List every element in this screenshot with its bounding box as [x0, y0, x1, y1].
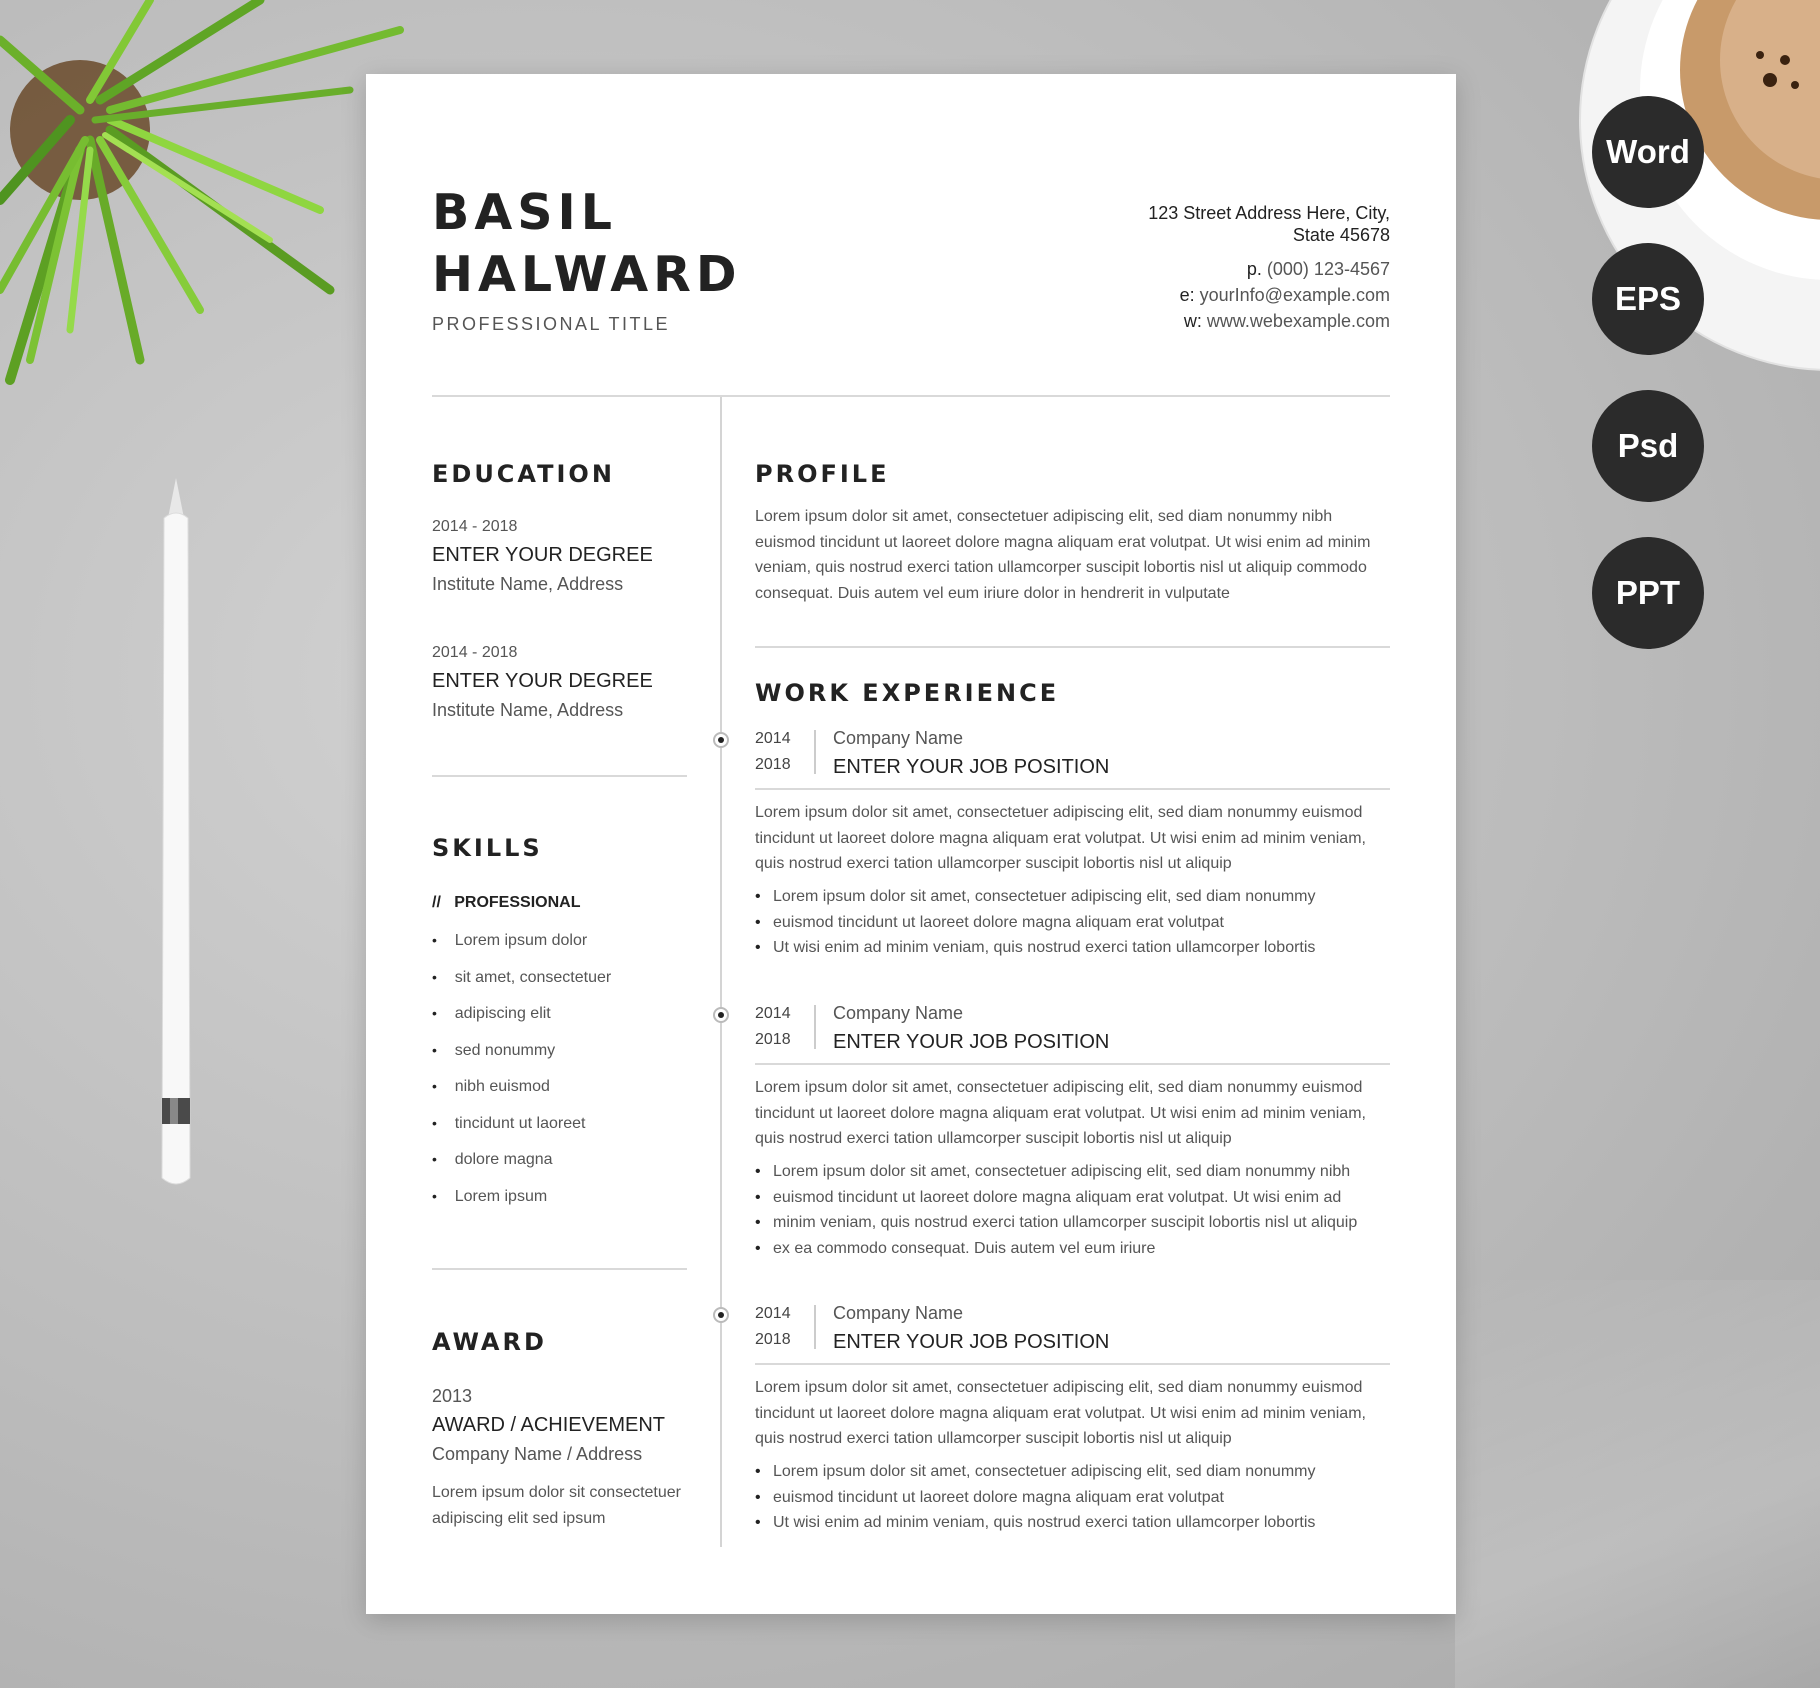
address-line-2: State 45678	[1292, 225, 1390, 245]
address-line-1: 123 Street Address Here, City,	[1148, 203, 1390, 223]
word-format-badge: Word	[1592, 96, 1704, 208]
job-description	[755, 800, 1366, 877]
job-divider	[755, 1063, 1390, 1065]
skill-label: tincidunt ut laoreet	[454, 1114, 586, 1132]
skills-heading: SKILLS	[432, 834, 543, 862]
job-start-year: 2014	[755, 1305, 791, 1322]
skill-label: sed nonummy	[454, 1041, 556, 1059]
profile-line: Lorem ipsum dolor sit amet, consectetuer adipiscing elit, sed diam nonummy nibh	[755, 508, 1333, 525]
phone-value: (000) 123-4567	[1266, 259, 1390, 279]
skill-item: • dolore magna	[432, 1151, 553, 1168]
job-description-line: Lorem ipsum dolor sit amet, consectetuer adipiscing elit, sed diam nonummy euismod	[755, 1379, 1363, 1396]
header-divider	[432, 395, 1390, 397]
job-year-separator	[814, 730, 816, 774]
job-description-line: tincidunt ut laoreet dolore magna aliquam erat volutpat. Ut wisi enim ad minim veniam,	[755, 1404, 1366, 1422]
web-value: www.webexample.com	[1206, 311, 1390, 331]
skill-label: Lorem ipsum	[454, 1187, 548, 1205]
job-end-year: 2018	[755, 1331, 791, 1348]
profile-line: consequat. Duis autem vel eum iriure dolor in hendrerit in vulputate	[755, 584, 1230, 602]
education-institute: Institute Name, Address	[432, 574, 624, 594]
resume-page	[366, 74, 1456, 1614]
job-end-year: 2018	[755, 756, 791, 773]
job-divider	[755, 788, 1390, 790]
web-line	[1148, 308, 1390, 334]
timeline-dot	[713, 1007, 729, 1023]
job-divider	[755, 1363, 1390, 1365]
professional-title: PROFESSIONAL TITLE	[432, 314, 671, 334]
job-description	[755, 1075, 1366, 1152]
award-year: 2013	[432, 1386, 473, 1406]
email-label: e:	[1179, 285, 1195, 305]
education-heading: EDUCATION	[432, 460, 615, 488]
job-position: ENTER YOUR JOB POSITION	[833, 1331, 1110, 1353]
education-degree: ENTER YOUR DEGREE	[432, 670, 653, 692]
education-divider	[432, 775, 687, 777]
plant-image	[0, 0, 420, 390]
skills-divider	[432, 1268, 687, 1270]
job-bullet: • Ut wisi enim ad minim veniam, quis nostrud exerci tation ullamcorper lobortis	[755, 1510, 1315, 1536]
education-years: 2014 - 2018	[432, 644, 518, 661]
job-bullet: • Lorem ipsum dolor sit amet, consectetuer adipiscing elit, sed diam nonummy nibh	[755, 1159, 1350, 1185]
job-description-line: quis nostrud exerci tation ullamcorper suscipit lobortis nisl ut aliquip	[755, 1430, 1232, 1447]
skill-item: • sit amet, consectetuer	[432, 968, 612, 986]
job-position: ENTER YOUR JOB POSITION	[833, 756, 1110, 778]
timeline-dot	[713, 732, 729, 748]
skills-prefix: //	[432, 894, 441, 911]
profile-line: euismod tincidunt ut laoreet dolore magna aliquam erat volutpat. Ut wisi enim ad minim	[755, 533, 1371, 551]
job-description-line: quis nostrud exerci tation ullamcorper suscipit lobortis nisl ut aliquip	[755, 1130, 1232, 1147]
job-bullet: • ex ea commodo consequat. Duis autem vel eum iriure	[755, 1236, 1155, 1262]
job-company: Company Name	[833, 728, 964, 748]
name-first: BASIL	[432, 184, 618, 241]
skill-item: • sed nonummy	[432, 1041, 556, 1059]
award-description	[432, 1480, 681, 1531]
timeline-dot	[713, 1307, 729, 1323]
job-position: ENTER YOUR JOB POSITION	[833, 1031, 1110, 1053]
job-start-year: 2014	[755, 730, 791, 747]
skills-subtitle: PROFESSIONAL	[454, 894, 581, 911]
award-company: Company Name / Address	[432, 1444, 643, 1464]
profile-line: veniam, quis nostrud exerci tation ullamcorper suscipit lobortis nisl ut aliquip commodo	[755, 559, 1367, 576]
phone-line	[1148, 256, 1390, 282]
job-description	[755, 1375, 1366, 1452]
web-label: w:	[1183, 311, 1202, 331]
job-year-separator	[814, 1005, 816, 1049]
education-years: 2014 - 2018	[432, 518, 518, 535]
job-year-separator	[814, 1305, 816, 1349]
profile-divider	[755, 646, 1390, 648]
skill-label: sit amet, consectetuer	[454, 968, 612, 986]
profile-text	[755, 504, 1370, 606]
skill-item: • Lorem ipsum	[432, 1187, 548, 1205]
job-description-line: tincidunt ut laoreet dolore magna aliquam erat volutpat. Ut wisi enim ad minim veniam,	[755, 1104, 1366, 1122]
work-heading: WORK EXPERIENCE	[755, 679, 1060, 707]
job-description-line: tincidunt ut laoreet dolore magna aliquam erat volutpat. Ut wisi enim ad minim veniam,	[755, 829, 1366, 847]
education-degree: ENTER YOUR DEGREE	[432, 544, 653, 566]
job-bullet: • euismod tincidunt ut laoreet dolore magna aliquam erat volutpat	[755, 910, 1224, 936]
job-company: Company Name	[833, 1003, 964, 1023]
psd-format-badge: Psd	[1592, 390, 1704, 502]
award-heading: AWARD	[432, 1328, 547, 1356]
email-value: yourInfo@example.com	[1199, 285, 1390, 305]
skill-label: dolore magna	[454, 1151, 553, 1168]
job-description-line: Lorem ipsum dolor sit amet, consectetuer adipiscing elit, sed diam nonummy euismod	[755, 804, 1363, 821]
job-bullet: • Ut wisi enim ad minim veniam, quis nostrud exerci tation ullamcorper lobortis	[755, 935, 1315, 961]
light-reflection	[1455, 1280, 1820, 1688]
skill-label: nibh euismod	[454, 1078, 550, 1095]
phone-label: p.	[1246, 259, 1262, 279]
job-bullet: • Lorem ipsum dolor sit amet, consectetuer adipiscing elit, sed diam nonummy	[755, 884, 1315, 910]
job-bullet: • euismod tincidunt ut laoreet dolore magna aliquam erat volutpat. Ut wisi enim ad	[755, 1185, 1341, 1211]
pencil-image	[150, 478, 202, 1190]
job-bullet: • euismod tincidunt ut laoreet dolore magna aliquam erat volutpat	[755, 1485, 1224, 1511]
job-company: Company Name	[833, 1303, 964, 1323]
name-last: HALWARD	[432, 246, 742, 303]
award-description-line: Lorem ipsum dolor sit consectetuer	[432, 1484, 681, 1501]
job-start-year: 2014	[755, 1005, 791, 1022]
job-description-line: quis nostrud exerci tation ullamcorper suscipit lobortis nisl ut aliquip	[755, 855, 1232, 872]
skill-item: • tincidunt ut laoreet	[432, 1114, 586, 1132]
job-description-line: Lorem ipsum dolor sit amet, consectetuer adipiscing elit, sed diam nonummy euismod	[755, 1079, 1363, 1096]
contact-block	[1148, 202, 1390, 334]
award-description-line: adipiscing elit sed ipsum	[432, 1509, 606, 1527]
job-bullet: • Lorem ipsum dolor sit amet, consectetuer adipiscing elit, sed diam nonummy	[755, 1459, 1315, 1485]
education-institute: Institute Name, Address	[432, 700, 624, 720]
email-line	[1148, 282, 1390, 308]
skill-item: • adipiscing elit	[432, 1005, 551, 1022]
award-name: AWARD / ACHIEVEMENT	[432, 1414, 665, 1436]
eps-format-badge: EPS	[1592, 243, 1704, 355]
skills-subheading	[432, 894, 580, 912]
skill-label: adipiscing elit	[454, 1005, 551, 1022]
skill-item: • nibh euismod	[432, 1078, 550, 1095]
skill-label: Lorem ipsum dolor	[454, 932, 588, 949]
ppt-format-badge: PPT	[1592, 537, 1704, 649]
skill-item: • Lorem ipsum dolor	[432, 932, 588, 949]
profile-heading: PROFILE	[755, 460, 890, 488]
timeline-line	[720, 397, 722, 1547]
candidate-name	[432, 182, 742, 306]
job-bullet: • minim veniam, quis nostrud exerci tation ullamcorper suscipit lobortis nisl ut aliquip	[755, 1210, 1357, 1236]
job-end-year: 2018	[755, 1031, 791, 1048]
